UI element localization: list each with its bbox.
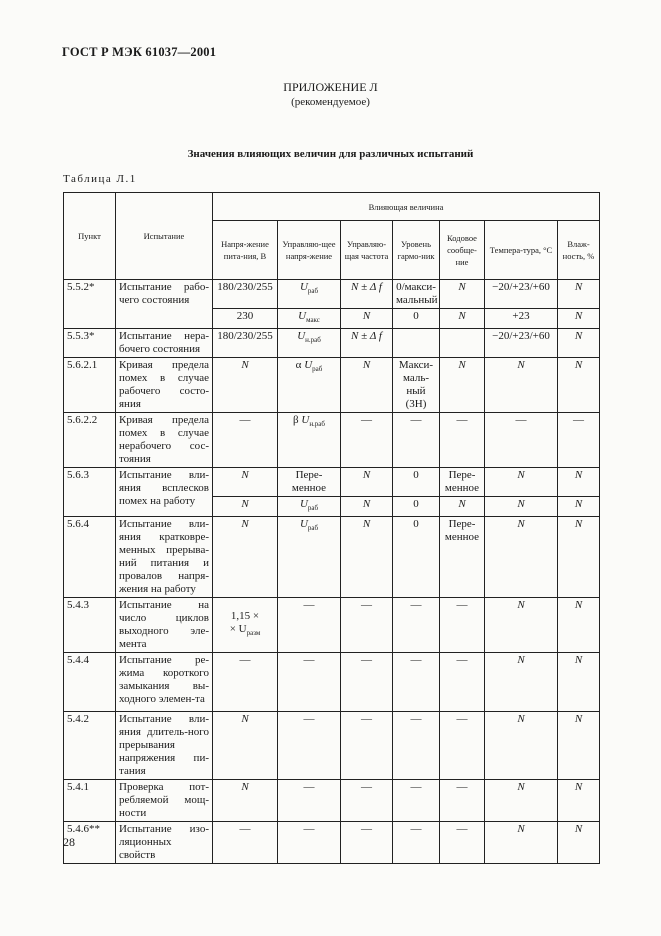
cell-control-frequency: N <box>341 309 393 329</box>
cell-voltage: N <box>213 712 278 780</box>
row-test-name: Проверка пот-ребляемой мощ-ности <box>116 780 213 822</box>
cell-harmonics: — <box>393 712 440 780</box>
table-row <box>64 712 600 780</box>
cell-humidity: N <box>558 653 600 712</box>
cell-code-message: — <box>440 712 485 780</box>
header-code-message: Кодовое сообще-ние <box>440 221 485 280</box>
table-row <box>64 280 600 309</box>
table-row <box>64 517 600 598</box>
row-punkt: 5.6.3 <box>64 468 116 517</box>
cell-code-message: Пере-менное <box>440 468 485 497</box>
cell-voltage: 180/230/255 <box>213 280 278 309</box>
cell-voltage: N <box>213 468 278 497</box>
cell-harmonics: — <box>393 822 440 864</box>
header-punkt: Пункт <box>64 193 116 280</box>
cell-control-frequency: — <box>341 413 393 468</box>
cell-control-frequency: N ± Δ f <box>341 280 393 309</box>
cell-control-frequency: N <box>341 468 393 497</box>
cell-code-message: N <box>440 497 485 517</box>
cell-temperature: N <box>485 497 558 517</box>
cell-humidity: — <box>558 413 600 468</box>
influence-table <box>63 192 600 864</box>
table-row <box>64 358 600 413</box>
header-voltage: Напря-жение пита-ния, В <box>213 221 278 280</box>
cell-code-message: N <box>440 280 485 309</box>
cell-control-voltage: Пере-менное <box>278 468 341 497</box>
cell-control-frequency: N <box>341 497 393 517</box>
cell-control-frequency: N <box>341 358 393 413</box>
cell-code-message: — <box>440 653 485 712</box>
cell-code-message: — <box>440 780 485 822</box>
section-heading: Значения влияющих величин для различных испытаний <box>187 148 474 160</box>
cell-voltage: N <box>213 517 278 598</box>
row-test-name: Испытание вли-яния длитель-ного прерывания напряжения пи-тания <box>116 712 213 780</box>
cell-harmonics: — <box>393 653 440 712</box>
cell-temperature: N <box>485 517 558 598</box>
row-punkt: 5.6.2.1 <box>64 358 116 413</box>
page-number: 28 <box>63 835 75 849</box>
cell-temperature: — <box>485 413 558 468</box>
cell-humidity: N <box>558 497 600 517</box>
row-punkt: 5.6.4 <box>64 517 116 598</box>
header-influence-group: Влияющая величина <box>213 193 600 221</box>
table-row <box>64 413 600 468</box>
cell-control-voltage: α $U_{раб}$ <box>278 358 341 413</box>
cell-control-voltage: — <box>278 822 341 864</box>
row-punkt: 5.4.4 <box>64 653 116 712</box>
header-harmonics: Уровень гармо-ник <box>393 221 440 280</box>
cell-humidity: N <box>558 280 600 309</box>
cell-temperature: −20/+23/+60 <box>485 329 558 358</box>
table-row <box>64 598 600 653</box>
cell-temperature: N <box>485 598 558 653</box>
row-punkt: 5.4.2 <box>64 712 116 780</box>
cell-control-voltage: — <box>278 598 341 653</box>
row-punkt: 5.4.3 <box>64 598 116 653</box>
table-caption: Таблица Л.1 <box>63 173 137 185</box>
cell-temperature: N <box>485 653 558 712</box>
cell-voltage: N <box>213 497 278 517</box>
cell-harmonics: Макси-маль-ный (3Н) <box>393 358 440 413</box>
row-punkt: 5.6.2.2 <box>64 413 116 468</box>
row-test-name: Испытание нера-бочего состояния <box>116 329 213 358</box>
cell-code-message: N <box>440 358 485 413</box>
cell-control-frequency: — <box>341 653 393 712</box>
table-row <box>64 822 600 864</box>
row-punkt: 5.4.6** <box>64 822 116 864</box>
cell-temperature: −20/+23/+60 <box>485 280 558 309</box>
row-test-name: Испытание на число циклов выходного эле-мента <box>116 598 213 653</box>
cell-code-message: N <box>440 309 485 329</box>
appendix-title: ПРИЛОЖЕНИЕ Л <box>283 80 378 94</box>
cell-control-voltage: $U_{н.раб}$ <box>278 329 341 358</box>
cell-control-voltage: β $U_{н.раб}$ <box>278 413 341 468</box>
cell-voltage: 1,15 × × $U_{разм}$ <box>213 598 278 653</box>
cell-harmonics: — <box>393 413 440 468</box>
cell-voltage: N <box>213 780 278 822</box>
cell-control-frequency: N <box>341 517 393 598</box>
cell-temperature: N <box>485 468 558 497</box>
cell-harmonics: 0 <box>393 497 440 517</box>
cell-humidity: N <box>558 822 600 864</box>
cell-code-message: — <box>440 822 485 864</box>
header-temperature: Темпера-тура, °С <box>485 221 558 280</box>
cell-humidity: N <box>558 712 600 780</box>
cell-voltage: — <box>213 653 278 712</box>
row-punkt: 5.4.1 <box>64 780 116 822</box>
row-test-name: Испытание вли-яния кратковре-менных прерыва-ний питания и провалов напря-жения на работу <box>116 517 213 598</box>
cell-control-voltage: — <box>278 653 341 712</box>
cell-harmonics <box>393 329 440 358</box>
cell-humidity: N <box>558 468 600 497</box>
cell-control-frequency: — <box>341 822 393 864</box>
cell-control-voltage: $U_{раб}$ <box>278 497 341 517</box>
cell-temperature: N <box>485 358 558 413</box>
cell-humidity: N <box>558 358 600 413</box>
cell-voltage: — <box>213 413 278 468</box>
cell-control-voltage: — <box>278 712 341 780</box>
row-test-name: Кривая предела помех в случае нерабочего сос-тояния <box>116 413 213 468</box>
cell-control-voltage: $U_{раб}$ <box>278 280 341 309</box>
cell-humidity: N <box>558 517 600 598</box>
table-row <box>64 653 600 712</box>
cell-voltage: N <box>213 358 278 413</box>
cell-humidity: N <box>558 780 600 822</box>
cell-control-voltage: $U_{макс}$ <box>278 309 341 329</box>
table-row <box>64 329 600 358</box>
cell-control-voltage: — <box>278 780 341 822</box>
row-test-name: Испытание рабо-чего состояния <box>116 280 213 329</box>
cell-temperature: N <box>485 712 558 780</box>
cell-control-frequency: — <box>341 780 393 822</box>
row-test-name: Испытание изо-ляционных свойств <box>116 822 213 864</box>
row-test-name: Испытание вли-яния всплесков помех на работу <box>116 468 213 517</box>
cell-harmonics: 0 <box>393 517 440 598</box>
cell-harmonics: — <box>393 780 440 822</box>
cell-code-message <box>440 329 485 358</box>
row-test-name: Испытание ре-жима короткого замыкания вы-ходного элемен-та <box>116 653 213 712</box>
cell-temperature: N <box>485 780 558 822</box>
row-punkt: 5.5.2* <box>64 280 116 329</box>
cell-humidity: N <box>558 329 600 358</box>
cell-voltage: 230 <box>213 309 278 329</box>
header-control-frequency: Управляю-щая частота <box>341 221 393 280</box>
table-row <box>64 780 600 822</box>
cell-humidity: N <box>558 598 600 653</box>
cell-code-message: Пере-менное <box>440 517 485 598</box>
cell-control-voltage: $U_{раб}$ <box>278 517 341 598</box>
cell-code-message: — <box>440 598 485 653</box>
cell-control-frequency: — <box>341 712 393 780</box>
cell-control-frequency: N ± Δ f <box>341 329 393 358</box>
cell-control-frequency: — <box>341 598 393 653</box>
cell-humidity: N <box>558 309 600 329</box>
cell-code-message: — <box>440 413 485 468</box>
cell-voltage: — <box>213 822 278 864</box>
header-control-voltage: Управляю-щее напря-жение <box>278 221 341 280</box>
cell-temperature: N <box>485 822 558 864</box>
row-test-name: Кривая предела помех в случае рабочего состо-яния <box>116 358 213 413</box>
cell-harmonics: 0 <box>393 468 440 497</box>
table-row <box>64 468 600 497</box>
cell-harmonics: 0 <box>393 309 440 329</box>
header-humidity: Влаж-ность, % <box>558 221 600 280</box>
appendix-subtitle: (рекомендуемое) <box>291 96 370 108</box>
cell-voltage: 180/230/255 <box>213 329 278 358</box>
header-test: Испытание <box>116 193 213 280</box>
row-punkt: 5.5.3* <box>64 329 116 358</box>
document-code: ГОСТ Р МЭК 61037—2001 <box>62 45 217 59</box>
cell-harmonics: — <box>393 598 440 653</box>
cell-harmonics: 0/макси-мальный <box>393 280 440 309</box>
cell-temperature: +23 <box>485 309 558 329</box>
